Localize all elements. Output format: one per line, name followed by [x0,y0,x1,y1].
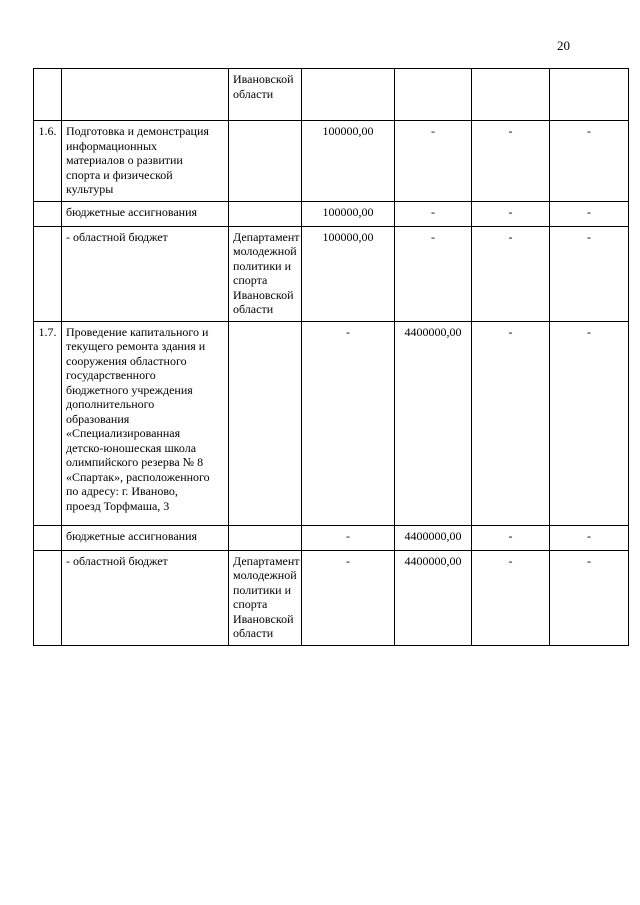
activity-name-cell-line: культуры [66,182,114,196]
activity-name-cell-line: дополнительного [66,397,155,411]
executor-cell [229,69,302,121]
year-2-cell: 4400000,00 [395,321,472,525]
year-4-cell: - [550,525,629,550]
activity-name-cell-line: Проведение капитального и [66,324,209,339]
activity-name-cell-line: государственного [66,368,156,382]
executor-cell-line: спорта [233,597,268,611]
activity-name-cell-line: сооружения областного [66,353,187,368]
year-4-cell: - [550,226,629,321]
executor-cell-line: спорта [233,273,268,287]
activity-name-cell [62,201,229,226]
row-number-cell [34,226,62,321]
page-number: 20 [557,38,570,53]
executor-cell-line: Департамент [233,553,300,568]
year-3-cell [472,69,550,121]
activity-name-cell-line: «Специализированная [66,426,181,440]
activity-name-cell [62,550,229,645]
executor-cell-line: Ивановской [233,611,294,626]
row-number-cell [34,201,62,226]
row-number-cell [34,69,62,121]
year-1-cell [302,69,395,121]
year-2-cell [395,69,472,121]
executor-cell-line: области [233,626,274,640]
year-1-cell: - [302,525,395,550]
table-row [34,201,629,226]
executor-cell-line: политики и [233,582,292,597]
activity-name-cell [62,525,229,550]
activity-name-cell-line: Подготовка и демонстрация [66,124,209,138]
year-3-cell: - [472,321,550,525]
table-row [34,321,629,525]
activity-name-cell-line: бюджетные ассигнования [66,528,198,543]
executor-cell [229,201,302,226]
activity-name-cell-line: - областной бюджет [66,229,168,244]
year-1-cell: - [302,321,395,525]
executor-cell [229,525,302,550]
year-2-cell: 4400000,00 [395,525,472,550]
executor-cell-line: области [233,302,274,316]
executor-cell-line: Ивановской [233,287,294,302]
activity-name-cell-line: олимпийского резерва № 8 [66,455,204,469]
activity-name-cell [62,226,229,321]
table-row [34,69,629,121]
year-2-cell: 4400000,00 [395,550,472,645]
row-number-cell [34,550,62,645]
executor-cell-line: политики и [233,258,292,273]
year-3-cell: - [472,201,550,226]
year-4-cell [550,69,629,121]
activity-name-cell-line: - областной бюджет [66,553,168,568]
year-2-cell: - [395,201,472,226]
executor-cell [229,121,302,202]
year-1-cell: 100000,00 [302,226,395,321]
executor-cell [229,226,302,321]
year-3-cell: - [472,121,550,202]
row-number-cell: 1.7. [34,321,62,525]
activity-name-cell [62,121,229,202]
year-2-cell: - [395,121,472,202]
activity-name-cell-line: по адресу: г. Иваново, [66,484,178,498]
year-3-cell: - [472,226,550,321]
table-row [34,121,629,202]
executor-cell-line: молодежной [233,568,297,582]
activity-name-cell [62,321,229,525]
year-3-cell: - [472,525,550,550]
activity-name-cell-line: «Спартак», расположенного [66,469,210,484]
row-number-cell [34,525,62,550]
executor-cell-line: Ивановской [233,72,294,86]
executor-cell [229,550,302,645]
table-row [34,226,629,321]
activity-name-cell-line: спорта и физической [66,167,173,182]
year-4-cell: - [550,321,629,525]
activity-name-cell-line: бюджетные ассигнования [66,204,198,219]
year-3-cell: - [472,550,550,645]
executor-cell-line: области [233,86,274,101]
year-4-cell: - [550,550,629,645]
activity-name-cell-line: информационных [66,138,158,153]
activity-name-cell [62,69,229,121]
budget-table [33,68,629,646]
activity-name-cell-line: образования [66,411,130,426]
activity-name-cell-line: детско-юношеская школа [66,440,197,455]
executor-cell-line: Департамент [233,229,300,244]
row-number-cell: 1.6. [34,121,62,202]
executor-cell-line: молодежной [233,244,297,258]
activity-name-cell-line: бюджетного учреждения [66,382,193,397]
year-1-cell: 100000,00 [302,201,395,226]
table-row [34,550,629,645]
year-1-cell: - [302,550,395,645]
year-4-cell: - [550,201,629,226]
executor-cell [229,321,302,525]
table-row [34,525,629,550]
year-4-cell: - [550,121,629,202]
activity-name-cell-line: материалов о развитии [66,153,183,167]
activity-name-cell-line: проезд Торфмаша, 3 [66,498,170,513]
year-1-cell: 100000,00 [302,121,395,202]
year-2-cell: - [395,226,472,321]
activity-name-cell-line: текущего ремонта здания и [66,339,206,353]
